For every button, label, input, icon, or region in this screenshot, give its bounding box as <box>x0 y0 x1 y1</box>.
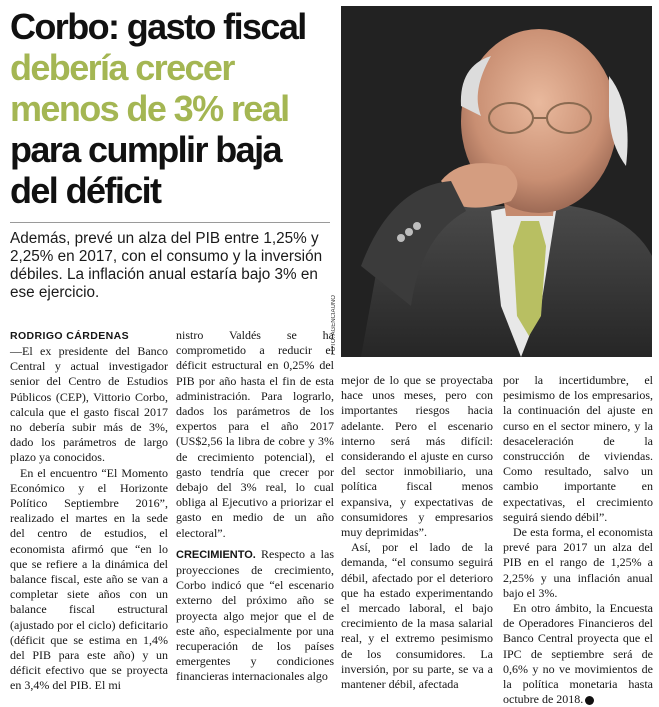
paragraph-4-text: Respecto a las proyecciones de crecimiento, Corbo indicó que “el escenario externo del próximo año se proyecta algo mejor que el de este año, especialmente por una recuperación de los países emergentes y condiciones financieras internacionales algo <box>176 546 334 684</box>
article-column-1 <box>10 328 168 694</box>
byline: RODRIGO CÁRDENAS <box>10 330 129 342</box>
article-column-4 <box>503 373 653 707</box>
deck-divider <box>10 222 330 223</box>
headline-line-2: debería crecer <box>10 47 234 88</box>
deck-summary: Además, prevé un alza del PIB entre 1,25% y 2,25% en 2017, con el consumo y la inversión débiles. La inflación anual estaría bajo 3% en ese ejercicio. <box>10 230 323 301</box>
paragraph-9 <box>503 601 653 707</box>
end-mark-icon: P <box>585 696 594 705</box>
paragraph-4 <box>176 547 334 685</box>
paragraph-2: En el encuentro “El Momento Económico y el Horizonte Político Septiembre 2016”, realizado el martes en la sede del centro de estudios, el economista afirmó que “en lo que se refiere a la dinámica del balance fiscal, este año se van a completar siete años con un balance fiscal estructural (ajustado por el ciclo) deficitario (déficit que se estima en 1,4% del PIB para este año) y un déficit efectivo que se proyecta en 3,4% del PIB. El mi <box>10 465 168 693</box>
photo-credit: FOTO: AGENCIAUNO <box>331 295 337 355</box>
paragraph-7: por la incertidumbre, el pesimismo de los empresarios, la continuación del ajuste en curso en el sector minero, y la desaceleración de la construcción de viviendas. Como resultado, salvo un cambio importante en expectativas, el crecimiento seguirá siendo débil”. <box>503 373 653 524</box>
paragraph-6: Así, por el lado de la demanda, “el consumo seguirá débil, afectado por el deterioro que ha estado experimentando el mercado laboral, el bajo crecimiento de la masa salarial real, y el extremo pesimismo de los consumidores. La inversión, por su parte, se va a mantener débil, afectada <box>341 540 493 692</box>
portrait-illustration <box>341 6 652 357</box>
paragraph-5: mejor de lo que se proyectaba hace unos meses, pero con importantes riesgos hacia adelante. Pero el escenario interno será más difícil: considerando el ajuste en curso del sector inmobiliario, una política fiscal menos expansiva, y expectativas de consumidores y empresarios muy deprimidas”. <box>341 373 493 540</box>
subhead-crecimiento: CRECIMIENTO. <box>176 548 256 561</box>
article-column-2 <box>176 328 334 685</box>
paragraph-8: De esta forma, el economista prevé para 2017 un alza del PIB en el rango de 1,25% a 2,25% y una inflación anual bajo el 3%. <box>503 525 653 600</box>
headline-line-1: Corbo: gasto fiscal <box>10 6 306 47</box>
paragraph-3: nistro Valdés se ha comprometido a reducir el déficit estructural en 0,25% del PIB por año hasta el fin de esta administración. Para lograrlo, dados los parámetros de los expertos para el año 2017 (US$2,56 la libra de cobre y 3% de crecimiento potencial), el gasto tendría que crecer por debajo del 3% real, lo cual obliga al Ejecutivo a priorizar el gasto en medio de un año electoral”. <box>176 328 334 540</box>
headline-line-4: para cumplir baja <box>10 129 281 170</box>
paragraph-9-text: En otro ámbito, la Encuesta de Operadores Financieros del Banco Central proyecta que el IPC de septiembre será de 0,6% y no ve movimientos de la política monetaria hasta octubre de 2018. <box>503 601 653 707</box>
headline <box>10 6 330 211</box>
paragraph-1: —El ex presidente del Banco Central y actual investigador senior del Centro de Estudios Públicos (CEP), Vittorio Corbo, calcula que el gasto fiscal 2017 no debería subir más de 3%, dado los parámetros de largo plazo ya conocidos. <box>10 344 168 465</box>
headline-line-5: del déficit <box>10 170 161 211</box>
portrait-photo <box>341 6 652 357</box>
article-column-3 <box>341 373 493 692</box>
headline-line-3: menos de 3% real <box>10 88 289 129</box>
